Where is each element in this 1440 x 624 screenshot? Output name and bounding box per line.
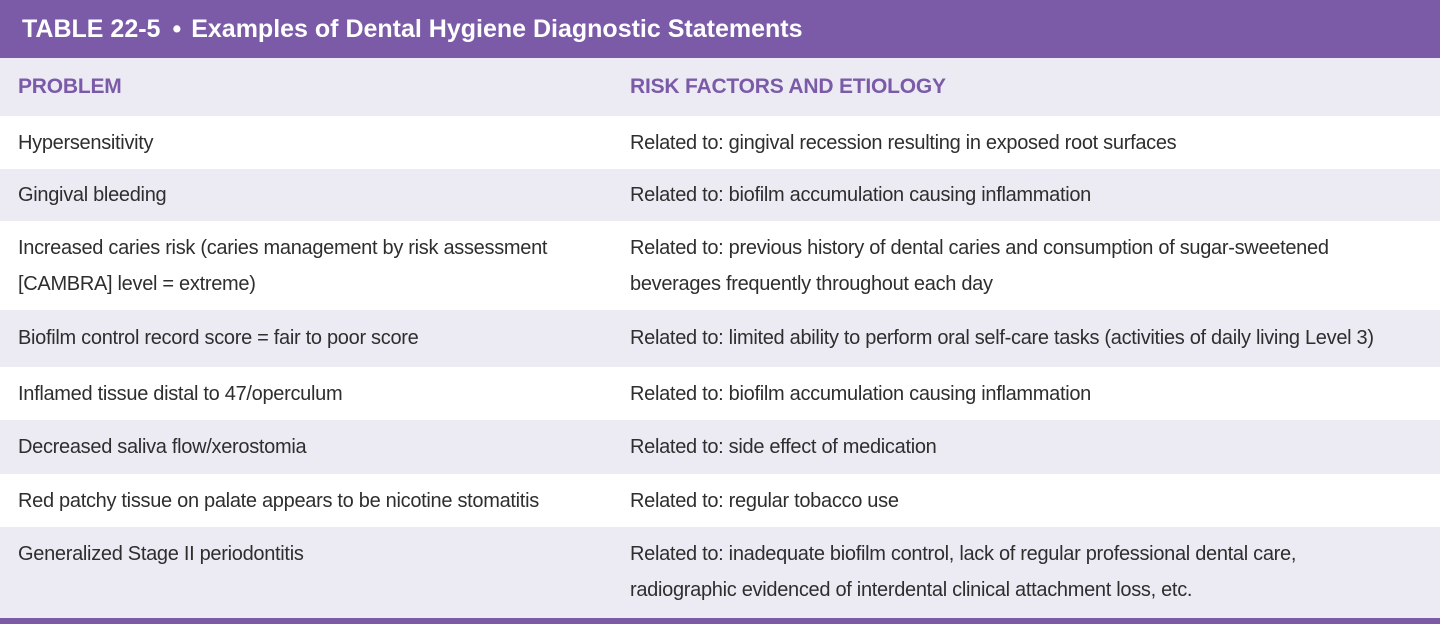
problem-cell: Generalized Stage II periodontitis [18,543,304,565]
risk-cell: Related to: regular tobacco use [630,490,899,512]
risk-cell: Related to: inadequate biofilm control, lack of regular professional dental care, radiographic evidenced of interdental clinical attachment loss, etc. [630,543,1297,601]
table-number: TABLE 22-5 [22,14,161,43]
table-row [0,367,1440,420]
risk-cell: Related to: limited ability to perform oral self-care tasks (activities of daily living Level 3) [630,327,1374,349]
problem-cell: Gingival bleeding [18,184,167,206]
risk-cell: Related to: previous history of dental caries and consumption of sugar-sweetened beverages frequently throughout each day [630,237,1329,295]
table-title: Examples of Dental Hygiene Diagnostic Statements [191,14,803,43]
risk-cell: Related to: biofilm accumulation causing inflammation [630,383,1092,405]
table-row [0,474,1440,527]
table-row [0,169,1440,221]
column-header-risk: RISK FACTORS AND ETIOLOGY [630,75,946,98]
problem-cell: Red patchy tissue on palate appears to be nicotine stomatitis [18,490,539,512]
risk-cell: Related to: gingival recession resulting in exposed root surfaces [630,132,1177,154]
problem-cell: Hypersensitivity [18,132,154,154]
problem-cell: Inflamed tissue distal to 47/operculum [18,383,343,405]
table-row [0,420,1440,474]
column-header-problem: PROBLEM [18,75,122,98]
problem-cell: Increased caries risk (caries management by risk assessment [CAMBRA] level = extreme) [18,237,548,295]
table-row [0,527,1440,618]
table-row [0,116,1440,169]
table-row [0,221,1440,310]
risk-cell: Related to: biofilm accumulation causing inflammation [630,184,1092,206]
table-header-row [0,58,1440,116]
table-row [0,310,1440,367]
title-separator: • [172,14,182,43]
problem-cell: Decreased saliva flow/xerostomia [18,436,307,458]
risk-cell: Related to: side effect of medication [630,436,937,458]
problem-cell: Biofilm control record score = fair to poor score [18,327,419,349]
table-bottom-rule [0,618,1440,624]
table-title-bar [0,0,1440,58]
